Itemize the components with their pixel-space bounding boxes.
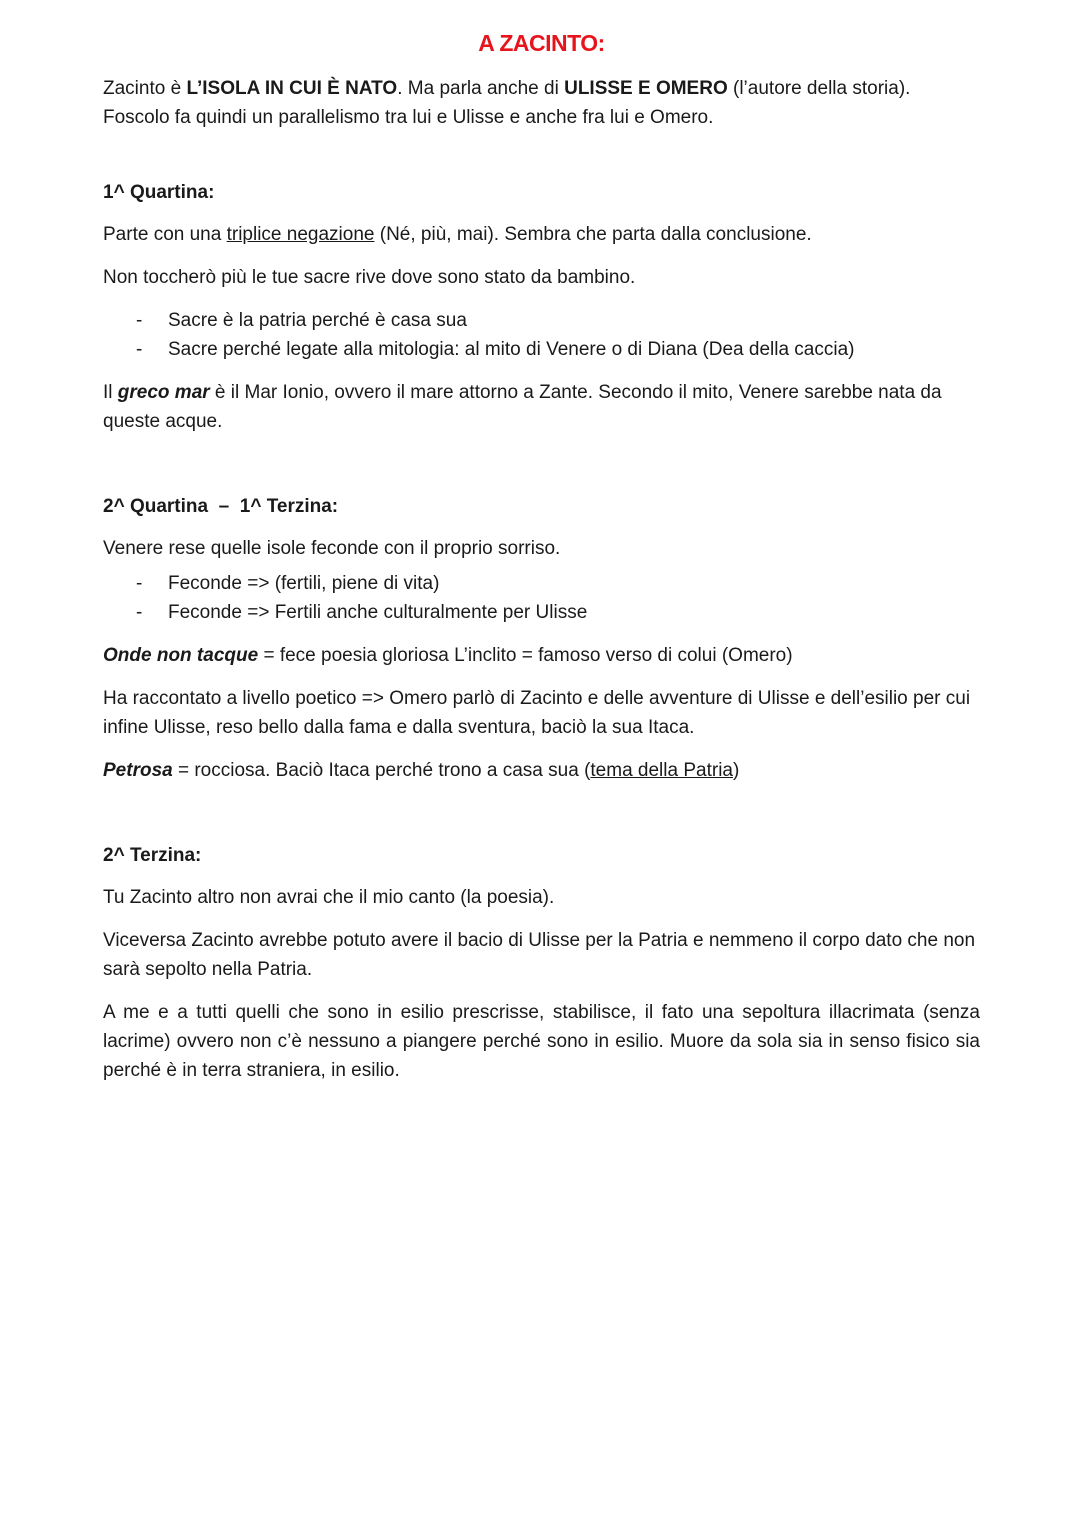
paragraph: Tu Zacinto altro non avrai che il mio canto (la poesia). (103, 887, 555, 908)
list-item: - Feconde => Fertili anche culturalmente per Ulisse (103, 598, 980, 627)
paragraph (103, 220, 980, 249)
list-item: - Sacre perché legate alla mitologia: al mito di Venere o di Diana (Dea della caccia) (103, 335, 980, 364)
text-span: = fece poesia gloriosa L’inclito = famoso verso di colui (Omero) (258, 645, 793, 666)
paragraph (103, 378, 980, 436)
text-span: ) (732, 760, 740, 781)
paragraph: Non toccherò più le tue sacre rive dove sono stato da bambino. (103, 267, 636, 288)
intro-text-3: (l’autore della storia). Foscolo fa quindi un parallelismo tra lui e Ulisse e anche fra lui e Omero. (103, 78, 911, 128)
intro-paragraph (103, 74, 980, 132)
underlined-term: triplice negazione (226, 224, 375, 245)
section-heading: 2^ Quartina – 1^ Terzina: (103, 496, 339, 517)
text-span: = rocciosa. Baciò Itaca perché trono a casa sua ( (172, 760, 591, 781)
intro-text-2: . Ma parla anche di (397, 78, 565, 99)
section-terzina-2 (103, 841, 980, 1085)
bold-italic-term: greco mar (117, 382, 210, 403)
bold-italic-term: Onde non tacque (103, 645, 259, 666)
text-span: (Né, più, mai). Sembra che parta dalla conclusione. (374, 224, 812, 245)
intro-bold-1: L’ISOLA IN CUI È NATO (186, 78, 398, 99)
section-quartina-1 (103, 178, 980, 436)
paragraph: A me e a tutti quelli che sono in esilio prescrisse, stabilisce, il fato una sepoltura illacrimata (senza lacrime) ovvero non c’è nessuno a piangere perché sono in esilio. Muore da sola sia in senso fisico sia perché è in terra straniera, in esilio. (103, 1002, 980, 1081)
paragraph: Ha raccontato a livello poetico => Omero parlò di Zacinto e delle avventure di Ulisse e dell’esilio per cui infine Ulisse, reso bello dalla fama e dalla sventura, baciò la sua Itaca. (103, 688, 971, 738)
text-span: Il (103, 382, 118, 403)
intro-bold-2: ULISSE E OMERO (564, 78, 728, 99)
intro-text-1: Zacinto è (103, 78, 187, 99)
section-heading: 1^ Quartina: (103, 182, 215, 203)
bold-italic-term: Petrosa (103, 760, 173, 781)
dash-list (103, 306, 980, 364)
list-item: - Feconde => (fertili, piene di vita) (103, 569, 980, 598)
dash-list (103, 569, 980, 627)
list-item: - Sacre è la patria perché è casa sua (103, 306, 980, 335)
text-span: è il Mar Ionio, ovvero il mare attorno a Zante. Secondo il mito, Venere sarebbe nata da queste acque. (103, 382, 942, 432)
section-quartina-2-terzina-1 (103, 492, 980, 785)
section-heading: 2^ Terzina: (103, 845, 202, 866)
paragraph: Venere rese quelle isole feconde con il proprio sorriso. (103, 538, 561, 559)
text-span: Parte con una (103, 224, 227, 245)
underlined-term: tema della Patria (590, 760, 733, 781)
paragraph (103, 756, 980, 785)
document-title: A ZACINTO: (478, 30, 605, 56)
paragraph (103, 641, 980, 670)
paragraph: Viceversa Zacinto avrebbe potuto avere il bacio di Ulisse per la Patria e nemmeno il corpo dato che non sarà sepolto nella Patria. (103, 930, 976, 980)
